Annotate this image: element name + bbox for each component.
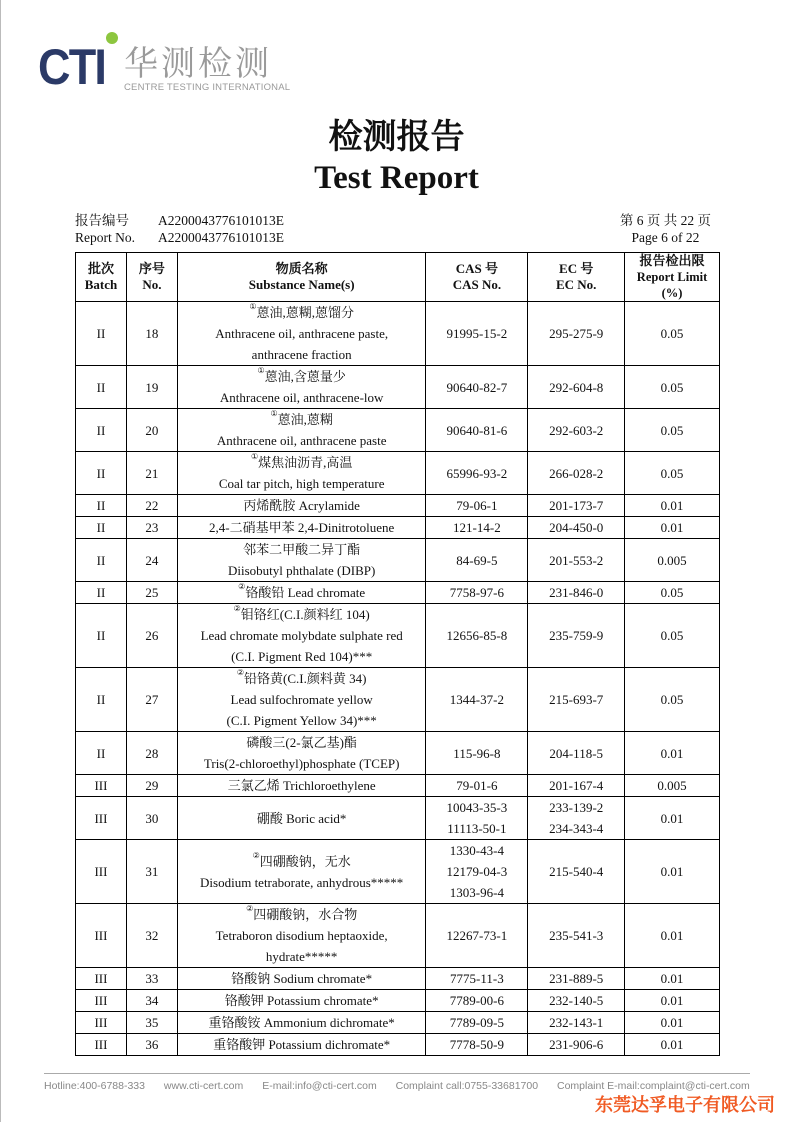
- ec-cell: 204-118-5: [528, 732, 625, 775]
- no-cell: 21: [126, 452, 177, 495]
- substance-cell: ①煤焦油沥青,高温 Coal tar pitch, high temperature: [177, 452, 426, 495]
- company-stamp-text: 东莞达孚电子有限公司: [595, 1095, 775, 1116]
- substance-cell: 铬酸钠 Sodium chromate*: [177, 968, 426, 990]
- logo-mark: CTI: [38, 39, 106, 95]
- ec-cell: 233-139-2 234-343-4: [528, 797, 625, 840]
- substance-cell: 三氯乙烯 Trichloroethylene: [177, 775, 426, 797]
- note-mark: ①: [270, 409, 278, 418]
- batch-cell: II: [76, 582, 127, 604]
- limit-cell: 0.01: [625, 517, 720, 539]
- header-limit: 报告检出限 Report Limit (%): [625, 253, 720, 302]
- no-cell: 28: [126, 732, 177, 775]
- ec-cell: 215-693-7: [528, 668, 625, 732]
- logo-dot-icon: [106, 32, 118, 44]
- table-row: [76, 732, 720, 775]
- substance-cell: ②铅铬黄(C.I.颜料黄 34) Lead sulfochromate yellow (C.I. Pigment Yellow 34)***: [177, 668, 426, 732]
- table-row: [76, 840, 720, 904]
- batch-cell: III: [76, 840, 127, 904]
- ec-cell: 201-553-2: [528, 539, 625, 582]
- substance-cell: ②四硼酸钠，水合物 Tetraboron disodium heptaoxide, hydrate*****: [177, 904, 426, 968]
- no-cell: 25: [126, 582, 177, 604]
- cas-cell: 79-06-1: [426, 495, 528, 517]
- note-mark: ①: [257, 366, 265, 375]
- batch-cell: III: [76, 1012, 127, 1034]
- ec-cell: 266-028-2: [528, 452, 625, 495]
- batch-cell: III: [76, 797, 127, 840]
- header-batch: 批次 Batch: [76, 253, 127, 302]
- cas-cell: 12267-73-1: [426, 904, 528, 968]
- note-mark: ①: [249, 302, 257, 311]
- cas-cell: 84-69-5: [426, 539, 528, 582]
- substance-cell: ②钼铬红(C.I.颜料红 104) Lead chromate molybdate sulphate red (C.I. Pigment Red 104)***: [177, 604, 426, 668]
- substance-cell: ②四硼酸钠，无水 Disodium tetraborate, anhydrous*****: [177, 840, 426, 904]
- limit-cell: 0.01: [625, 990, 720, 1012]
- table-header-row: [76, 253, 720, 302]
- no-cell: 30: [126, 797, 177, 840]
- limit-cell: 0.05: [625, 452, 720, 495]
- report-no-value: A2200043776101013E: [158, 213, 284, 228]
- page-number: [620, 212, 711, 246]
- footer-website: www.cti-cert.com: [163, 1080, 244, 1092]
- substance-cell: 邻苯二甲酸二异丁酯 Diisobutyl phthalate (DIBP): [177, 539, 426, 582]
- header-substance: 物质名称 Substance Name(s): [177, 253, 426, 302]
- batch-cell: II: [76, 732, 127, 775]
- no-cell: 29: [126, 775, 177, 797]
- header-no: 序号 No.: [126, 253, 177, 302]
- report-number: [75, 212, 284, 246]
- table-row: [76, 409, 720, 452]
- ec-cell: 232-140-5: [528, 990, 625, 1012]
- cas-cell: 12656-85-8: [426, 604, 528, 668]
- batch-cell: III: [76, 1034, 127, 1056]
- substance-cell: 磷酸三(2-氯乙基)酯 Tris(2-chloroethyl)phosphate (TCEP): [177, 732, 426, 775]
- title-cn: 检测报告: [328, 119, 465, 156]
- footer-complaint-call: Complaint call:0755-33681700: [395, 1080, 539, 1092]
- ec-cell: 235-541-3: [528, 904, 625, 968]
- ec-cell: 215-540-4: [528, 840, 625, 904]
- table-row: [76, 1034, 720, 1056]
- substance-cell: ①蒽油,蒽糊 Anthracene oil, anthracene paste: [177, 409, 426, 452]
- ec-cell: 231-906-6: [528, 1034, 625, 1056]
- no-cell: 24: [126, 539, 177, 582]
- cas-cell: 1330-43-4 12179-04-3 1303-96-4: [426, 840, 528, 904]
- substance-cell: 重铬酸钾 Potassium dichromate*: [177, 1034, 426, 1056]
- limit-cell: 0.05: [625, 668, 720, 732]
- ec-cell: 201-173-7: [528, 495, 625, 517]
- limit-cell: 0.01: [625, 904, 720, 968]
- substance-cell: 硼酸 Boric acid*: [177, 797, 426, 840]
- table-row: [76, 797, 720, 840]
- no-cell: 35: [126, 1012, 177, 1034]
- limit-cell: 0.01: [625, 732, 720, 775]
- substance-cell: 铬酸钾 Potassium chromate*: [177, 990, 426, 1012]
- substance-cell: ①蒽油,含蒽量少 Anthracene oil, anthracene-low: [177, 366, 426, 409]
- no-cell: 33: [126, 968, 177, 990]
- substance-cell: ①蒽油,蒽糊,蒽馏分 Anthracene oil, anthracene paste, anthracene fraction: [177, 302, 426, 366]
- note-mark: ②: [246, 904, 254, 913]
- ec-cell: 231-846-0: [528, 582, 625, 604]
- substance-table: [75, 252, 720, 1056]
- note-mark: ①: [250, 452, 259, 461]
- cas-cell: 90640-82-7: [426, 366, 528, 409]
- batch-cell: III: [76, 968, 127, 990]
- no-cell: 23: [126, 517, 177, 539]
- substance-cell: 丙烯酰胺 Acrylamide: [177, 495, 426, 517]
- batch-cell: II: [76, 539, 127, 582]
- cas-cell: 7775-11-3: [426, 968, 528, 990]
- limit-cell: 0.01: [625, 495, 720, 517]
- report-no-value: A2200043776101013E: [158, 230, 284, 245]
- no-cell: 31: [126, 840, 177, 904]
- batch-cell: III: [76, 904, 127, 968]
- ec-cell: 231-889-5: [528, 968, 625, 990]
- table-row: [76, 1012, 720, 1034]
- cas-cell: 79-01-6: [426, 775, 528, 797]
- limit-cell: 0.05: [625, 582, 720, 604]
- table-row: [76, 968, 720, 990]
- cas-cell: 90640-81-6: [426, 409, 528, 452]
- no-cell: 26: [126, 604, 177, 668]
- limit-cell: 0.05: [625, 409, 720, 452]
- limit-cell: 0.01: [625, 797, 720, 840]
- ec-cell: 201-167-4: [528, 775, 625, 797]
- cas-cell: 121-14-2: [426, 517, 528, 539]
- no-cell: 36: [126, 1034, 177, 1056]
- substance-cell: 2,4-二硝基甲苯 2,4-Dinitrotoluene: [177, 517, 426, 539]
- header-ec: EC 号 EC No.: [528, 253, 625, 302]
- no-cell: 22: [126, 495, 177, 517]
- table-row: [76, 582, 720, 604]
- note-mark: ②: [233, 604, 241, 613]
- limit-cell: 0.05: [625, 366, 720, 409]
- no-cell: 19: [126, 366, 177, 409]
- ec-cell: 232-143-1: [528, 1012, 625, 1034]
- table-row: [76, 495, 720, 517]
- cas-cell: 7778-50-9: [426, 1034, 528, 1056]
- table-row: [76, 775, 720, 797]
- limit-cell: 0.01: [625, 1034, 720, 1056]
- table-row: [76, 604, 720, 668]
- logo-en: CENTRE TESTING INTERNATIONAL: [124, 82, 291, 93]
- cas-cell: 115-96-8: [426, 732, 528, 775]
- cas-cell: 7789-00-6: [426, 990, 528, 1012]
- ec-cell: 235-759-9: [528, 604, 625, 668]
- note-mark: ②: [238, 582, 246, 591]
- header-cas: CAS 号 CAS No.: [426, 253, 528, 302]
- footer-complaint-email: Complaint E-mail:complaint@cti-cert.com: [556, 1080, 750, 1092]
- page-number-cn: 第 6 页 共 22 页: [619, 213, 711, 228]
- cas-cell: 1344-37-2: [426, 668, 528, 732]
- batch-cell: II: [76, 668, 127, 732]
- batch-cell: III: [76, 990, 127, 1012]
- substance-cell: ②铬酸铅 Lead chromate: [177, 582, 426, 604]
- ec-cell: 295-275-9: [528, 302, 625, 366]
- limit-cell: 0.01: [625, 1012, 720, 1034]
- no-cell: 34: [126, 990, 177, 1012]
- limit-cell: 0.01: [625, 968, 720, 990]
- cas-cell: 7758-97-6: [426, 582, 528, 604]
- note-mark: ②: [252, 850, 260, 860]
- footer-email: E-mail:info@cti-cert.com: [262, 1080, 377, 1092]
- cas-cell: 65996-93-2: [426, 452, 528, 495]
- table-row: [76, 452, 720, 495]
- footer-divider: [44, 1073, 750, 1074]
- batch-cell: II: [76, 452, 127, 495]
- cas-cell: 10043-35-3 11113-50-1: [426, 797, 528, 840]
- logo-cn: 华测检测: [124, 44, 272, 84]
- no-cell: 32: [126, 904, 177, 968]
- batch-cell: II: [76, 604, 127, 668]
- no-cell: 20: [126, 409, 177, 452]
- limit-cell: 0.005: [625, 539, 720, 582]
- report-no-label-en: Report No.: [75, 230, 135, 245]
- no-cell: 27: [126, 668, 177, 732]
- ec-cell: 292-604-8: [528, 366, 625, 409]
- cas-cell: 7789-09-5: [426, 1012, 528, 1034]
- table-row: [76, 990, 720, 1012]
- note-mark: ②: [236, 668, 245, 677]
- ec-cell: 204-450-0: [528, 517, 625, 539]
- table-row: [76, 517, 720, 539]
- batch-cell: II: [76, 409, 127, 452]
- no-cell: 18: [126, 302, 177, 366]
- batch-cell: II: [76, 517, 127, 539]
- title-en: Test Report: [314, 160, 479, 196]
- footer-hotline: Hotline:400-6788-333: [44, 1080, 145, 1092]
- batch-cell: II: [76, 366, 127, 409]
- limit-cell: 0.01: [625, 840, 720, 904]
- table-row: [76, 302, 720, 366]
- report-no-label-cn: 报告编号: [75, 213, 129, 228]
- table-row: [76, 539, 720, 582]
- batch-cell: II: [76, 495, 127, 517]
- table-row: [76, 366, 720, 409]
- limit-cell: 0.05: [625, 302, 720, 366]
- limit-cell: 0.05: [625, 604, 720, 668]
- table-row: [76, 668, 720, 732]
- limit-cell: 0.005: [625, 775, 720, 797]
- cas-cell: 91995-15-2: [426, 302, 528, 366]
- table-row: [76, 904, 720, 968]
- batch-cell: III: [76, 775, 127, 797]
- page-number-en: Page 6 of 22: [631, 230, 700, 245]
- substance-cell: 重铬酸铵 Ammonium dichromate*: [177, 1012, 426, 1034]
- batch-cell: II: [76, 302, 127, 366]
- ec-cell: 292-603-2: [528, 409, 625, 452]
